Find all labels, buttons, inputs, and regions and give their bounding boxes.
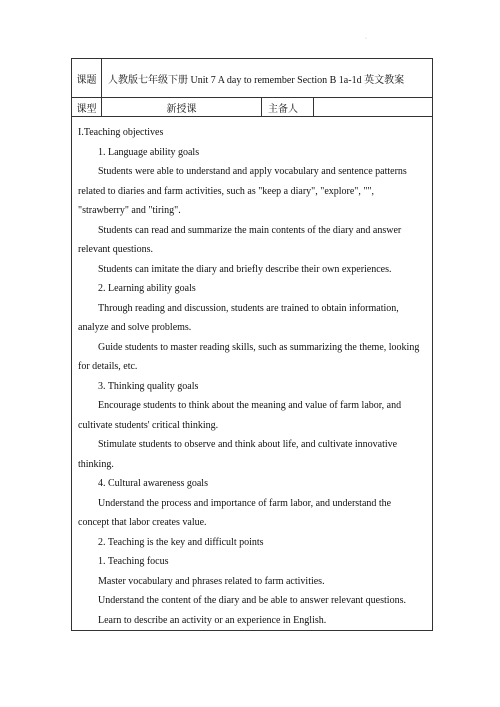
- paragraph: Students were able to understand and apply vocabulary and sentence patterns related to diaries and farm activities, such as "keep a diary", "explore", "", "strawberry" and "tiring".: [78, 166, 407, 216]
- subheading: 3. Thinking quality goals: [98, 380, 199, 392]
- section-heading: I.Teaching objectives: [78, 127, 164, 138]
- paragraph: Learn to describe an activity or an experience in English.: [98, 614, 327, 626]
- paragraph: Stimulate students to observe and think about life, and cultivate innovative thinking.: [78, 439, 398, 470]
- title-label: 课题: [72, 59, 102, 97]
- type-row: [72, 98, 432, 117]
- lesson-title: 人教版七年级下册 Unit 7 A day to remember Section B 1a-1d 英文教案: [108, 74, 405, 86]
- subheading: 4. Cultural awareness goals: [98, 478, 208, 489]
- paragraph: Students can imitate the diary and briefly describe their own experiences.: [98, 263, 392, 275]
- lesson-content: [72, 117, 432, 630]
- paragraph: Students can read and summarize the main contents of the diary and answer relevant questions.: [78, 224, 402, 255]
- lesson-plan-table: [71, 58, 433, 631]
- subheading: 1. Language ability goals: [98, 146, 200, 158]
- subheading: 1. Teaching focus: [98, 556, 169, 567]
- paragraph: Encourage students to think about the meaning and value of farm labor, and cultivate students' critical thinking.: [78, 400, 402, 431]
- lesson-type: 新授课: [102, 98, 262, 116]
- paragraph: Understand the process and importance of farm labor, and understand the concept that labor creates value.: [78, 497, 392, 528]
- subheading: 2. Learning ability goals: [98, 283, 196, 294]
- subheading: 2. Teaching is the key and difficult points: [98, 536, 264, 548]
- type-label: 课型: [72, 98, 102, 116]
- paragraph: Guide students to master reading skills, such as summarizing the theme, looking for details, etc.: [78, 341, 420, 372]
- title-row: [72, 59, 432, 98]
- paragraph: Understand the content of the diary and be able to answer relevant questions.: [98, 595, 406, 606]
- page-mark: ·: [365, 36, 367, 42]
- paragraph: Master vocabulary and phrases related to farm activities.: [98, 575, 325, 587]
- preparer-value: [314, 98, 432, 116]
- paragraph: Through reading and discussion, students are trained to obtain information, analyze and solve problems.: [78, 302, 399, 333]
- preparer-label: 主备人: [262, 98, 314, 116]
